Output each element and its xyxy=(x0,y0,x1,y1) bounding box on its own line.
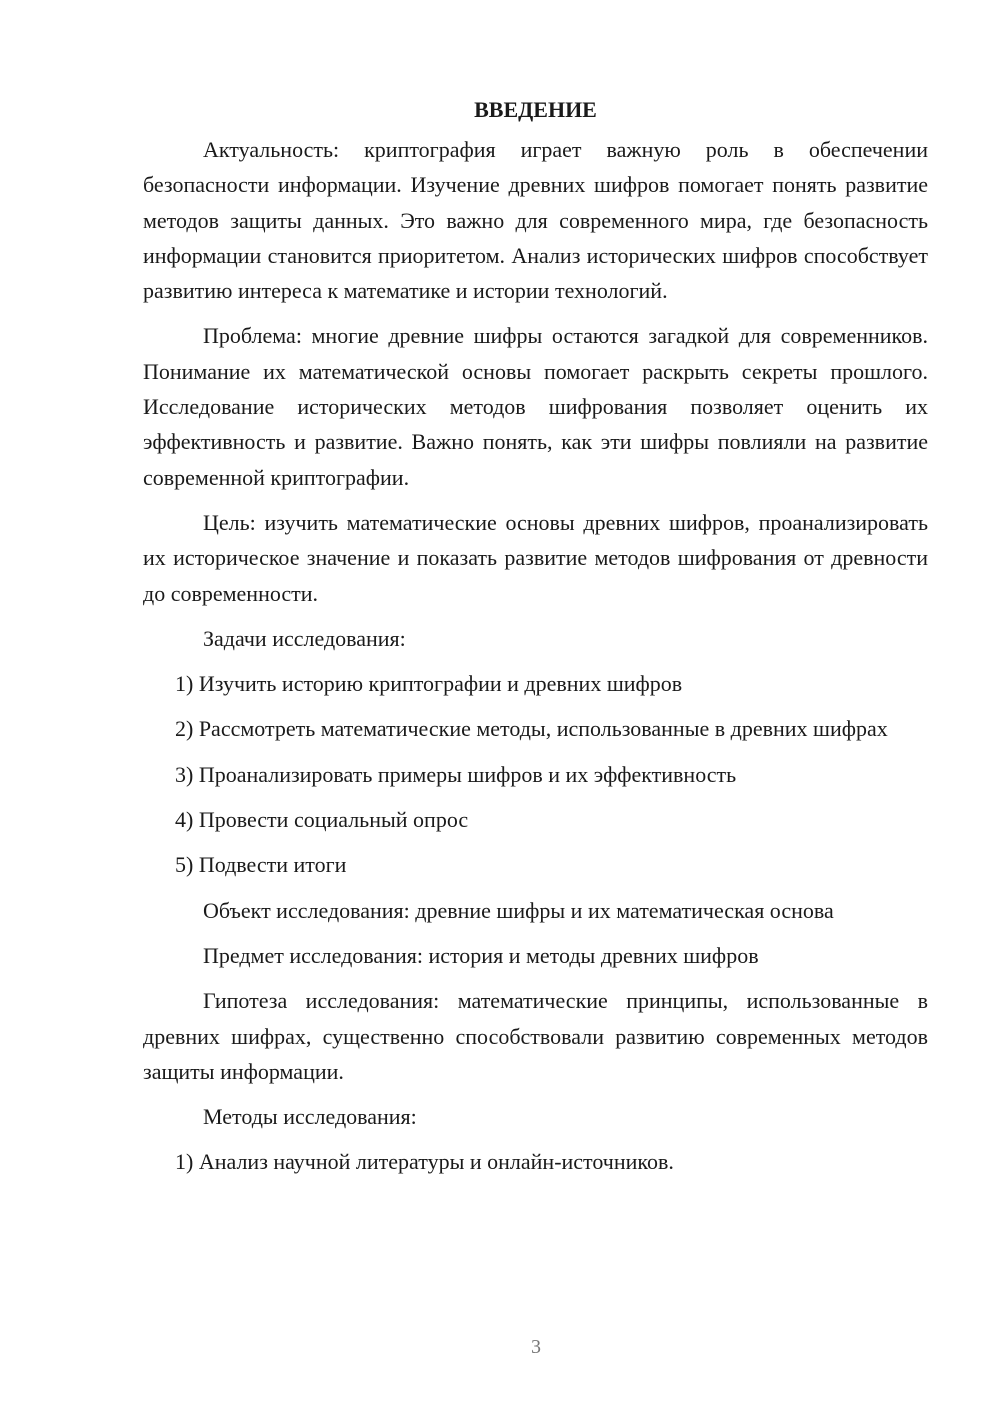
research-hypothesis: Гипотеза исследования: математические принципы, использованные в древних шифрах, существенно способствовали развитию современных методов защиты информации. xyxy=(143,988,928,1084)
research-subject: Предмет исследования: история и методы древних шифров xyxy=(203,942,759,968)
task-item-4: 4) Провести социальный опрос xyxy=(175,807,469,833)
task-item-2: 2) Рассмотреть математические методы, использованные в древних шифрах xyxy=(175,716,888,742)
page-number: 3 xyxy=(531,1336,541,1358)
paragraph-relevance: Актуальность: криптография играет важную роль в обеспечении безопасности информации. Изучение древних шифров помогает понять развитие методов защиты данных. Это важно для современного мира, где безопасность информации становится приоритетом. Анализ исторических шифров способствует развитию интереса к математике и истории технологий. xyxy=(143,137,928,304)
paragraph-problem: Проблема: многие древние шифры остаются загадкой для современников. Понимание их математической основы помогает раскрыть секреты прошлого. Исследование исторических методов шифрования позволяет оценить их эффективность и развитие. Важно понять, как эти шифры повлияли на развитие современной криптографии. xyxy=(143,323,928,490)
task-item-5: 5) Подвести итоги xyxy=(175,852,347,878)
task-item-3: 3) Проанализировать примеры шифров и их эффективность xyxy=(175,761,737,787)
task-item-1: 1) Изучить историю криптографии и древних шифров xyxy=(175,671,683,697)
document-page xyxy=(143,92,928,1190)
methods-heading: Методы исследования: xyxy=(203,1104,417,1130)
research-object: Объект исследования: древние шифры и их математическая основа xyxy=(203,897,834,923)
method-item-1: 1) Анализ научной литературы и онлайн-источников. xyxy=(175,1149,674,1175)
document-title: ВВЕДЕНИЕ xyxy=(474,97,597,122)
paragraph-goal: Цель: изучить математические основы древних шифров, проанализировать их историческое значение и показать развитие методов шифрования от древности до современности. xyxy=(143,509,928,606)
tasks-heading: Задачи исследования: xyxy=(203,625,406,651)
